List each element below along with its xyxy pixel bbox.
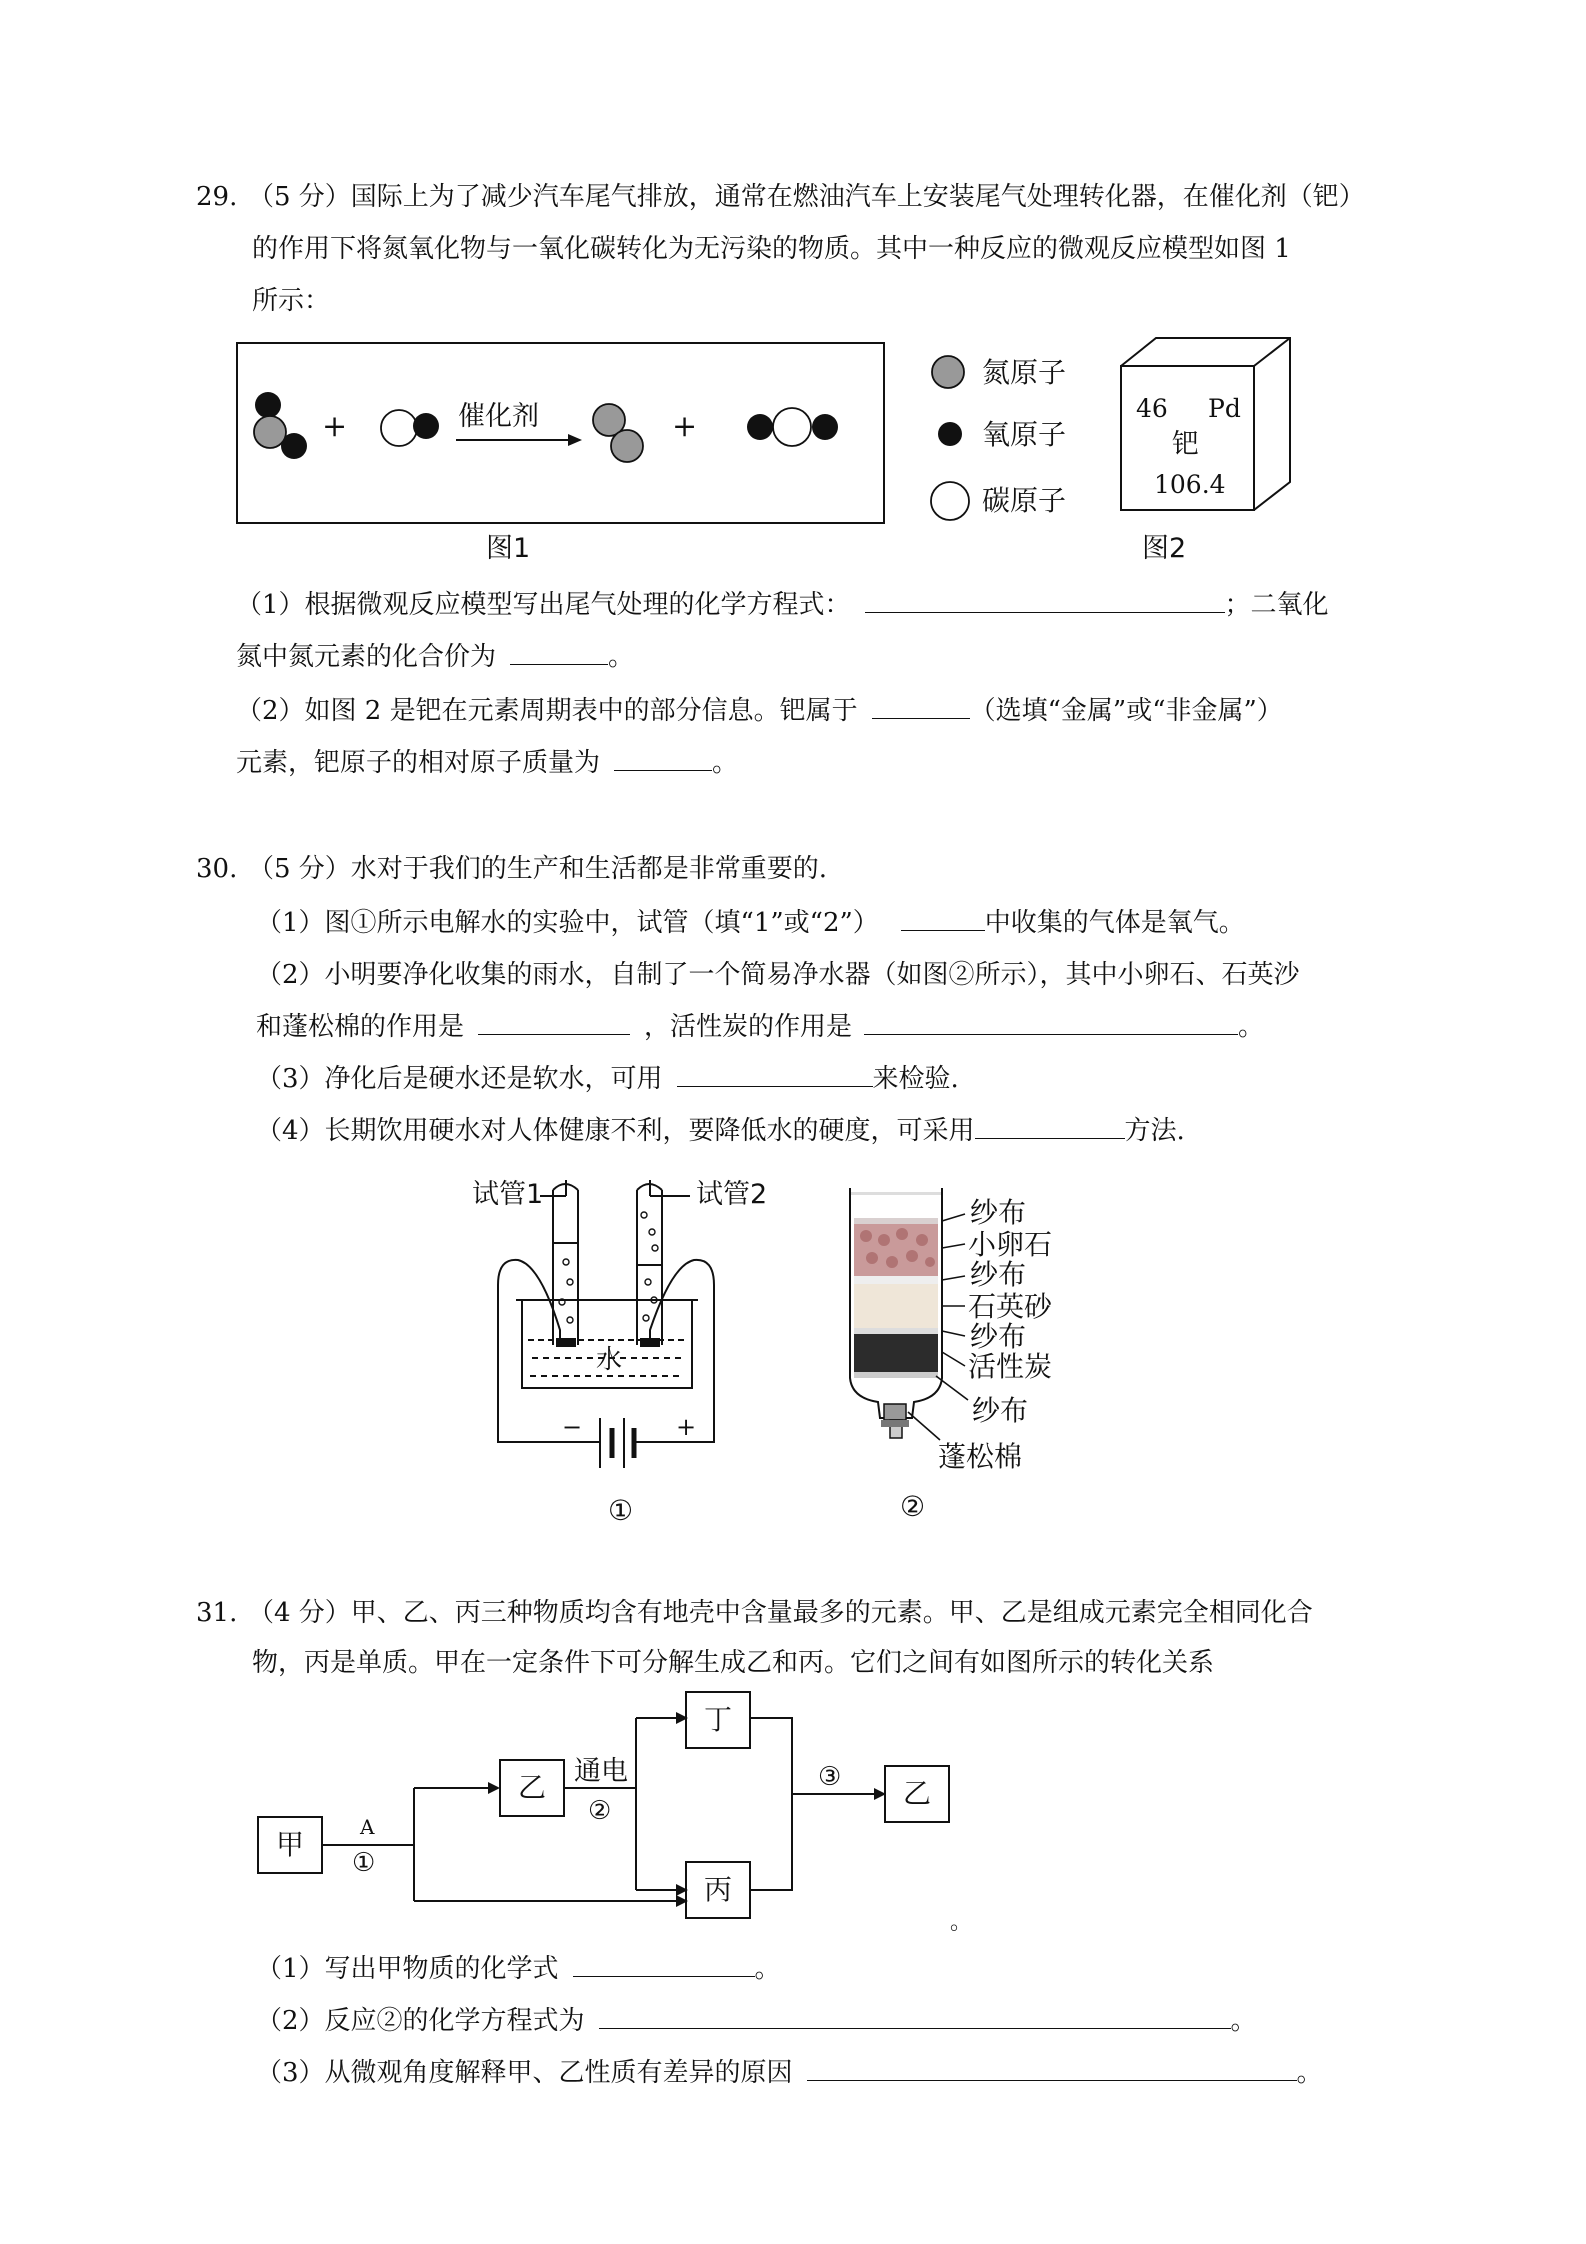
q31-stem-line2: 物，丙是单质。甲在一定条件下可分解生成乙和丙。它们之间有如图所示的转化关系 (252, 1648, 1215, 1678)
battery-minus: − (562, 1413, 583, 1441)
filter-label-quartz-sand: 石英砂 (968, 1290, 1053, 1323)
q30-answer-blank-method[interactable] (975, 1116, 1125, 1139)
q29-sub2-line2: 元素，钯原子的相对原子质量为 。 (236, 748, 739, 778)
q29-number: 29. (196, 182, 238, 212)
diagram-box-yi: 乙 (518, 1771, 547, 1804)
filter-label-gauze-3: 纱布 (970, 1320, 1027, 1353)
filter-caption: ② (900, 1490, 926, 1523)
q29-sub1-line2: 氮中氮元素的化合价为 。 (236, 642, 635, 672)
water-label: 水 (596, 1345, 623, 1375)
q31-sub2: （2）反应②的化学方程式为 。 (256, 2006, 1257, 2036)
pd-atomic-number: 46 (1136, 394, 1168, 423)
electrolysis-caption: ① (608, 1494, 634, 1527)
q30-sub1: （1）图①所示电解水的实验中，试管（填“1”或“2”） 中收集的气体是氧气。 (256, 908, 1245, 938)
q29-sub1-line1: （1）根据微观反应模型写出尾气处理的化学方程式： ；二氧化 (236, 590, 1329, 620)
diagram-step-1: ① (352, 1848, 376, 1878)
filter-label-cotton: 蓬松棉 (938, 1440, 1023, 1473)
q30-stem: （5 分）水对于我们的生产和生活都是非常重要的. (248, 854, 828, 884)
fig1-plus-2: + (672, 409, 698, 444)
q31-answer-blank-formula[interactable] (573, 1954, 755, 1977)
q30-answer-blank-carbon[interactable] (864, 1012, 1238, 1035)
q31-stem-line1: （4 分）甲、乙、丙三种物质均含有地壳中含量最多的元素。甲、乙是组成元素完全相同化合 (248, 1598, 1313, 1628)
filter-label-gauze-2: 纱布 (970, 1258, 1027, 1291)
q31-answer-blank-reason[interactable] (807, 2058, 1297, 2081)
filter-label-gauze-1: 纱布 (970, 1196, 1027, 1229)
gas-bubbles (559, 1212, 658, 1323)
q29-sub2-line1: （2）如图 2 是钯在元素周期表中的部分信息。钯属于 （选填“金属”或“非金属”） (236, 696, 1283, 726)
q29-stem-line3: 所示： (252, 286, 331, 316)
q29-stem-line1: （5 分）国际上为了减少汽车尾气排放，通常在燃油汽车上安装尾气处理转化器，在催化剂（钯） (248, 182, 1365, 212)
electrode-left (556, 1338, 576, 1347)
q30-sub2-line2: 和蓬松棉的作用是 ，活性炭的作用是 。 (256, 1012, 1265, 1042)
water-filter (850, 1188, 968, 1440)
q30-sub3: （3）净化后是硬水还是软水，可用 来检验. (256, 1064, 959, 1094)
tube2-label: 试管2 (696, 1179, 768, 1210)
fig1-caption: 图1 (486, 533, 531, 564)
legend-oxygen-label: 氧原子 (982, 418, 1067, 451)
q29-answer-blank-metal[interactable] (872, 696, 970, 719)
diagram-box-jia: 甲 (276, 1828, 305, 1861)
q31-answer-blank-equation[interactable] (599, 2006, 1231, 2029)
q30-answer-blank-test[interactable] (677, 1064, 873, 1087)
diagram-box-yi2: 乙 (903, 1777, 932, 1810)
electrode-right (640, 1338, 660, 1347)
fig1-catalyst-label: 催化剂 (458, 401, 539, 432)
co-molecule (381, 410, 439, 446)
legend-carbon-label: 碳原子 (982, 484, 1067, 517)
n2-molecule (593, 404, 643, 462)
diagram-box-bing: 丙 (704, 1873, 733, 1906)
pd-mass: 106.4 (1154, 470, 1226, 499)
q31-number: 31. (196, 1598, 238, 1628)
q31-sub3: （3）从微观角度解释甲、乙性质有差异的原因 。 (256, 2058, 1323, 2088)
filter-label-gauze-4: 纱布 (972, 1394, 1029, 1427)
diagram-electrolysis-label: 通电 (574, 1756, 628, 1787)
co2-molecule (747, 408, 838, 446)
q31-sub1: （1）写出甲物质的化学式 。 (256, 1954, 781, 1984)
legend-nitrogen-atom (932, 356, 964, 388)
pd-symbol: Pd (1208, 394, 1241, 423)
battery-plus: + (676, 1413, 697, 1441)
q30-answer-blank-filter[interactable] (478, 1012, 630, 1035)
diagram-condition-a: A (360, 1815, 375, 1839)
q30-sub4: （4）长期饮用硬水对人体健康不利，要降低水的硬度，可采用 方法. (256, 1116, 1185, 1146)
q29-answer-blank-equation[interactable] (865, 590, 1225, 613)
filter-label-activated-carbon: 活性炭 (968, 1350, 1053, 1383)
q30-number: 30. (196, 854, 238, 884)
legend-carbon-atom (931, 482, 969, 520)
legend-nitrogen-label: 氮原子 (982, 356, 1067, 389)
diagram-step-2: ② (588, 1796, 612, 1826)
tube1-label: 试管1 (472, 1179, 544, 1210)
no2-molecule (254, 392, 307, 459)
legend-oxygen-atom (938, 422, 962, 446)
q29-answer-blank-mass[interactable] (614, 748, 712, 771)
q30-answer-blank-tube[interactable] (901, 908, 985, 931)
q29-stem-line2: 的作用下将氮氧化物与一氧化碳转化为无污染的物质。其中一种反应的微观反应模型如图 1 (252, 234, 1291, 264)
filter-label-pebbles: 小卵石 (968, 1228, 1053, 1261)
fig1-plus-1: + (322, 409, 348, 444)
diagram-step-3: ③ (818, 1762, 842, 1792)
diagram-box-ding: 丁 (704, 1703, 733, 1736)
pd-name: 钯 (1172, 429, 1199, 460)
fig2-caption: 图2 (1142, 533, 1187, 564)
q29-answer-blank-valence[interactable] (510, 642, 608, 665)
q30-sub2-line1: （2）小明要净化收集的雨水，自制了一个简易净水器（如图②所示），其中小卵石、石英沙 (256, 960, 1300, 990)
diagram-period: 。 (950, 1910, 973, 1935)
